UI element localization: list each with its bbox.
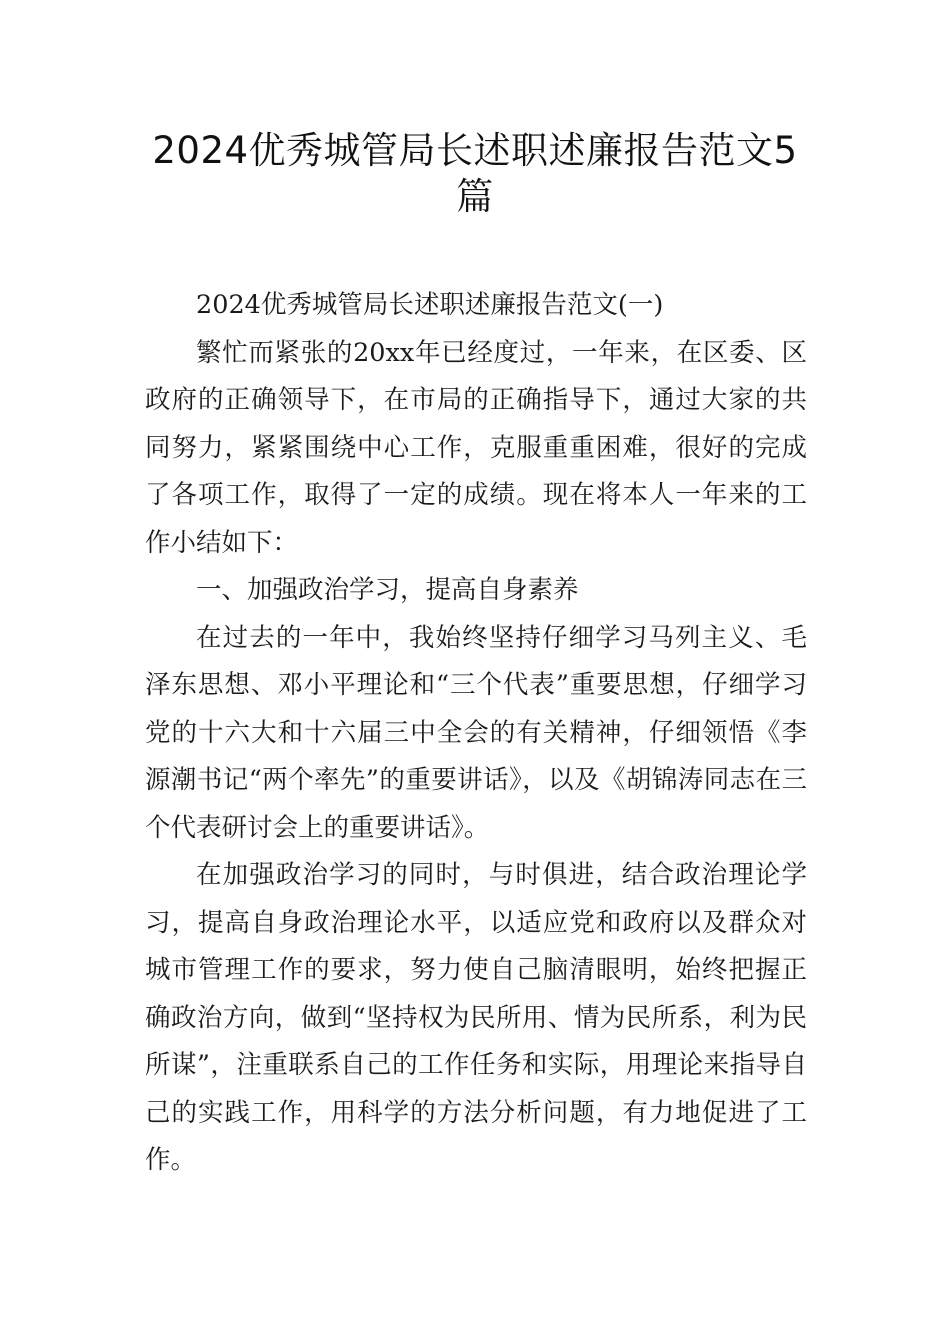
paragraph: 在过去的一年中，我始终坚持仔细学习马列主义、毛泽东思想、邓小平理论和“三个代表”重要思想，仔细学习党的十六大和十六届三中全会的有关精神，仔细领悟《李源潮书记“两个率先”的重要讲话》，以及《胡锦涛同志在三个代表研讨会上的重要讲话》。 <box>145 622 807 843</box>
section-heading: 2024优秀城管局长述职述廉报告范文(一) <box>196 290 664 320</box>
paragraph: 繁忙而紧张的20xx年已经度过，一年来，在区委、区政府的正确领导下，在市局的正确指导下，通过大家的共同努力，紧紧围绕中心工作，克服重重困难，很好的完成了各项工作，取得了一定的成绩。现在将本人一年来的工作小结如下： <box>145 337 807 558</box>
document-body <box>145 282 807 1185</box>
section-heading: 一、加强政治学习，提高自身素养 <box>196 575 579 605</box>
paragraph: 在加强政治学习的同时，与时俱进，结合政治理论学习，提高自身政治理论水平，以适应党和政府以及群众对城市管理工作的要求，努力使自己脑清眼明，始终把握正确政治方向，做到“坚持权为民所用、情为民所系，利为民所谋”，注重联系自己的工作任务和实际，用理论来指导自己的实践工作，用科学的方法分析问题，有力地促进了工作。 <box>145 860 807 1175</box>
document-title: 2024优秀城管局长述职述廉报告范文5篇 <box>152 129 798 218</box>
